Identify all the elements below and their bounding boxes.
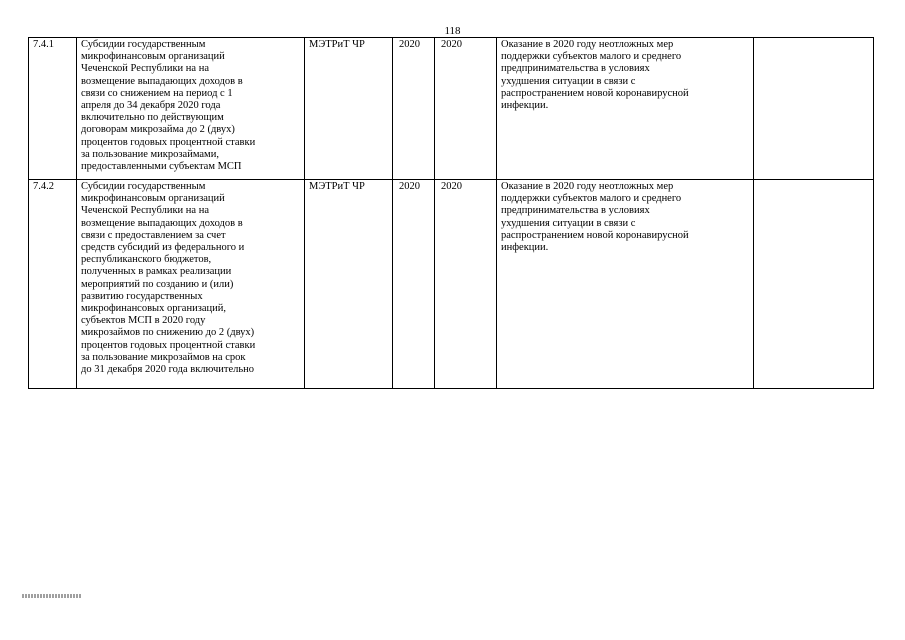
expected-result-cell: Оказание в 2020 году неотложных мер поддержки субъектов малого и среднего предпринимательства в условиях ухудшения ситуации в связи с распространением новой коронавирусной инфекции. xyxy=(497,180,754,389)
item-number-cell: 7.4.1 xyxy=(29,38,77,180)
start-year-cell: 2020 xyxy=(393,180,435,389)
item-title-cell: Субсидии государственным микрофинансовым организаций Чеченской Республики на на возмещение выпадающих доходов в связи с предоставлением за счет средств субсидий из федерального и республиканского бюджетов, полученных в рамках реализации мероприятий по созданию и (или) развитию государственных микрофинансовых организаций, субъектов МСП в 2020 году микрозаймов по снижению до 2 (двух) процентов годовых процентной ставки за пользование микрозаймов на срок до 31 декабря 2020 года включительно xyxy=(77,180,305,389)
note-cell xyxy=(754,180,874,389)
expected-result-cell: Оказание в 2020 году неотложных мер поддержки субъектов малого и среднего предпринимательства в условиях ухудшения ситуации в связи с распространением новой коронавирусной инфекции. xyxy=(497,38,754,180)
page-number: 118 xyxy=(444,25,461,37)
activities-table xyxy=(28,37,874,389)
note-cell xyxy=(754,38,874,180)
item-title-cell: Субсидии государственным микрофинансовым организаций Чеченской Республики на на возмещение выпадающих доходов в связи со снижением на период с 1 апреля до 34 декабря 2020 года включительно по действующим договорам микрозайма до 2 (двух) процентов годовых процентной ставки за пользование микрозаймами, предоставленными субъектам МСП xyxy=(77,38,305,180)
footer-mark xyxy=(22,594,82,598)
end-year-cell: 2020 xyxy=(435,38,497,180)
table-row xyxy=(29,180,874,389)
executor-cell: МЭТРиТ ЧР xyxy=(305,180,393,389)
table-row xyxy=(29,38,874,180)
start-year-cell: 2020 xyxy=(393,38,435,180)
executor-cell: МЭТРиТ ЧР xyxy=(305,38,393,180)
end-year-cell: 2020 xyxy=(435,180,497,389)
item-number-cell: 7.4.2 xyxy=(29,180,77,389)
